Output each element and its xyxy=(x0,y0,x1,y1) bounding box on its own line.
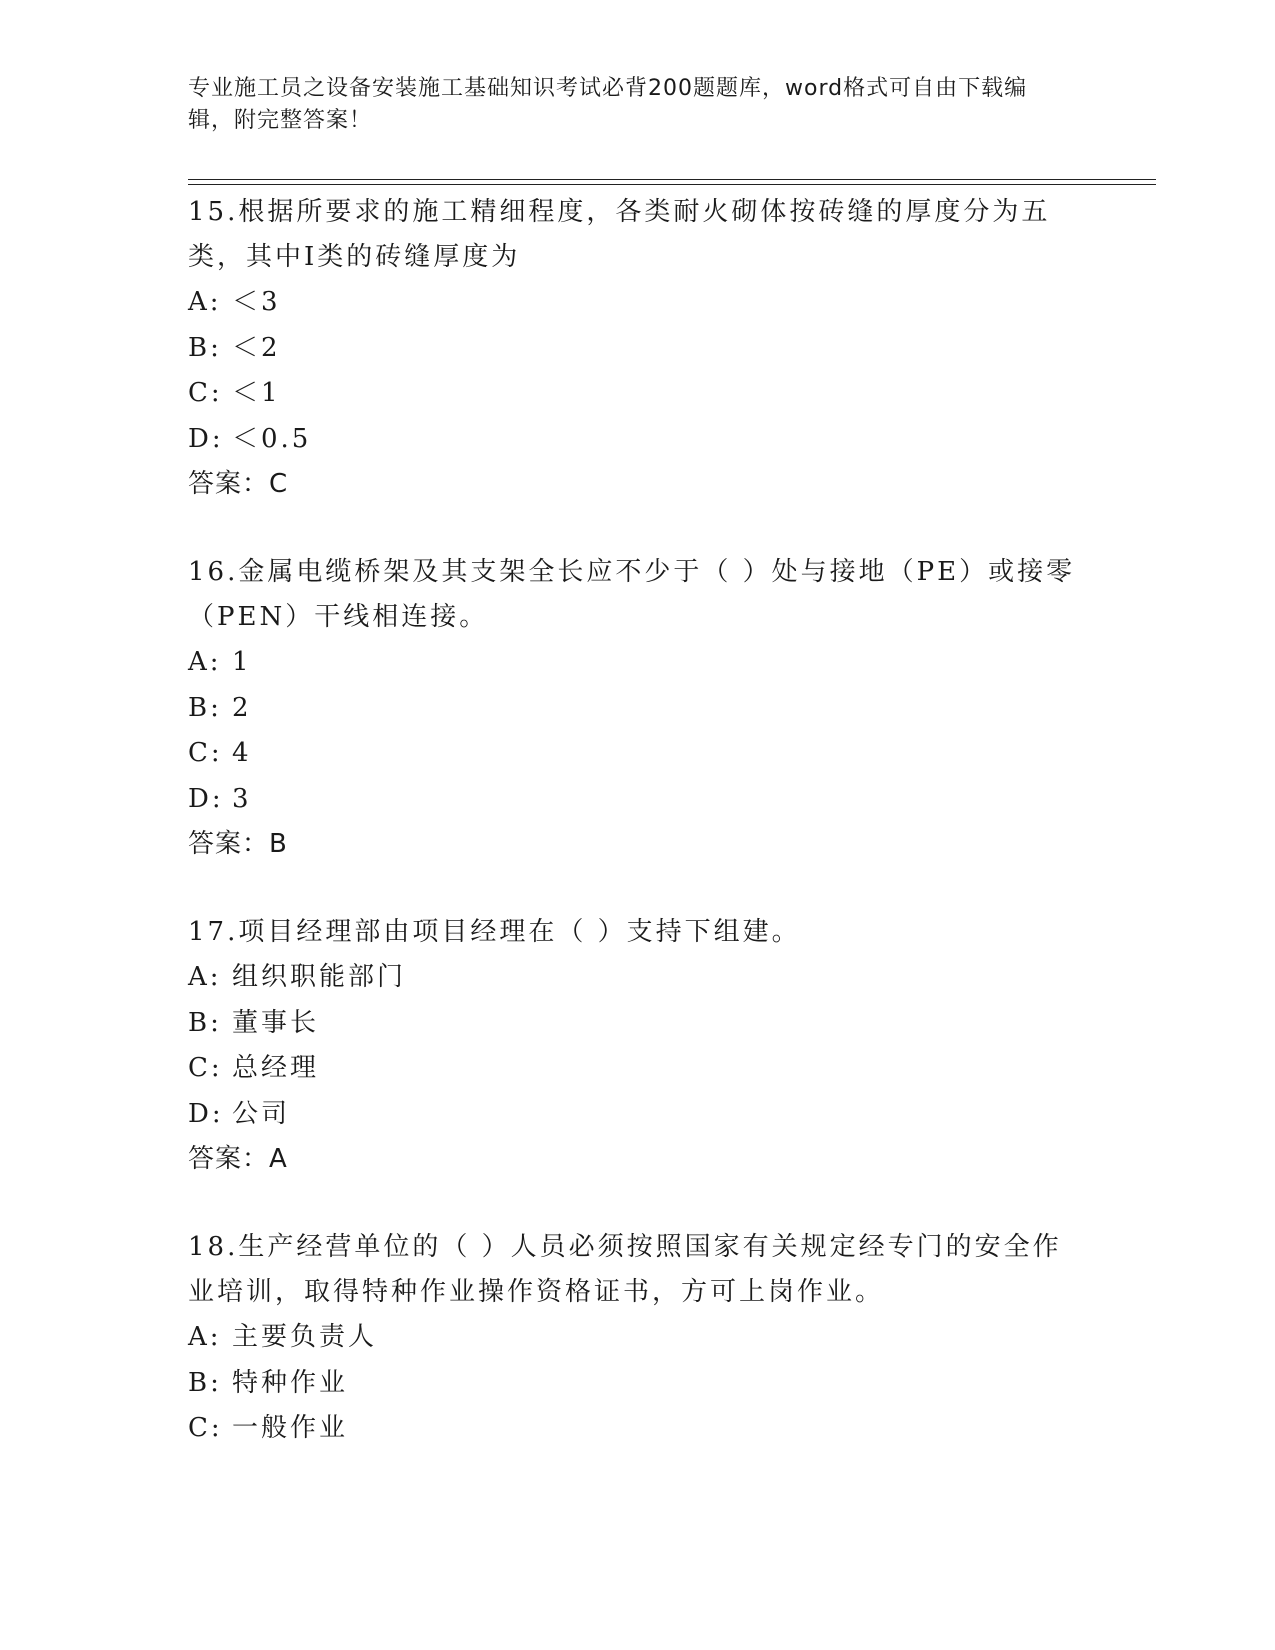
option-c xyxy=(188,731,1088,777)
answer-line: 答案：B xyxy=(188,829,288,859)
option-a xyxy=(188,1315,1088,1361)
option-d xyxy=(188,777,1088,823)
option-value: 特种作业 xyxy=(232,1367,349,1398)
option-label: D: xyxy=(188,423,224,454)
option-value: 主要负责人 xyxy=(232,1322,378,1352)
option-label: A: xyxy=(188,962,222,992)
option-value: ＜2 xyxy=(232,332,281,363)
option-value: 董事长 xyxy=(232,1007,320,1038)
option-b xyxy=(188,1361,1088,1407)
option-label: B: xyxy=(188,332,222,363)
option-value: ＜3 xyxy=(232,287,281,317)
option-label: B: xyxy=(188,1367,222,1398)
option-label: B: xyxy=(188,1007,222,1038)
option-a xyxy=(188,280,1088,326)
question-text: 18.生产经营单位的（ ）人员必须按照国家有关规定经专门的安全作业培训，取得特种作业操作资格证书，方可上岗作业。 xyxy=(188,1232,1062,1307)
option-value: ＜0.5 xyxy=(232,423,312,454)
option-label: A: xyxy=(188,1322,222,1352)
document-header: 专业施工员之设备安装施工基础知识考试必背200题题库，word格式可自由下载编辑，附完整答案！ xyxy=(188,76,1028,133)
option-label: C: xyxy=(188,738,223,768)
option-value: 公司 xyxy=(232,1098,291,1129)
question-18 xyxy=(188,1225,1088,1452)
option-d xyxy=(188,1092,1088,1138)
option-value: 2 xyxy=(232,692,252,723)
option-d xyxy=(188,417,1088,463)
question-16 xyxy=(188,550,1088,867)
question-list xyxy=(188,190,1088,1495)
option-value: 组织职能部门 xyxy=(232,962,407,992)
option-c xyxy=(188,1406,1088,1452)
question-text: 16.金属电缆桥架及其支架全长应不少于（ ）处与接地（PE）或接零（PEN）干线相连接。 xyxy=(188,557,1076,632)
option-c xyxy=(188,1046,1088,1092)
option-label: D: xyxy=(188,1098,224,1129)
option-label: C: xyxy=(188,1413,223,1443)
option-value: 一般作业 xyxy=(232,1413,349,1443)
option-c xyxy=(188,371,1088,417)
option-label: D: xyxy=(188,783,224,814)
option-value: 3 xyxy=(232,783,252,814)
option-a xyxy=(188,955,1088,1001)
header-divider-bottom xyxy=(188,184,1156,185)
option-value: 1 xyxy=(232,647,252,677)
option-b xyxy=(188,1001,1088,1047)
question-15 xyxy=(188,190,1088,507)
question-text: 15.根据所要求的施工精细程度，各类耐火砌体按砖缝的厚度分为五类，其中Ⅰ类的砖缝厚度为 xyxy=(188,197,1051,272)
option-label: A: xyxy=(188,287,222,317)
option-b xyxy=(188,326,1088,372)
option-label: B: xyxy=(188,692,222,723)
header-divider-top xyxy=(188,179,1156,180)
answer-line: 答案：C xyxy=(188,469,289,499)
option-b xyxy=(188,686,1088,732)
question-text: 17.项目经理部由项目经理在（ ）支持下组建。 xyxy=(188,917,801,947)
question-17 xyxy=(188,910,1088,1182)
answer-line: 答案：A xyxy=(188,1144,288,1174)
option-label: C: xyxy=(188,378,223,408)
option-a xyxy=(188,640,1088,686)
option-value: ＜1 xyxy=(232,378,281,408)
option-value: 总经理 xyxy=(232,1053,320,1083)
option-label: C: xyxy=(188,1053,223,1083)
option-value: 4 xyxy=(232,738,252,768)
option-label: A: xyxy=(188,647,222,677)
